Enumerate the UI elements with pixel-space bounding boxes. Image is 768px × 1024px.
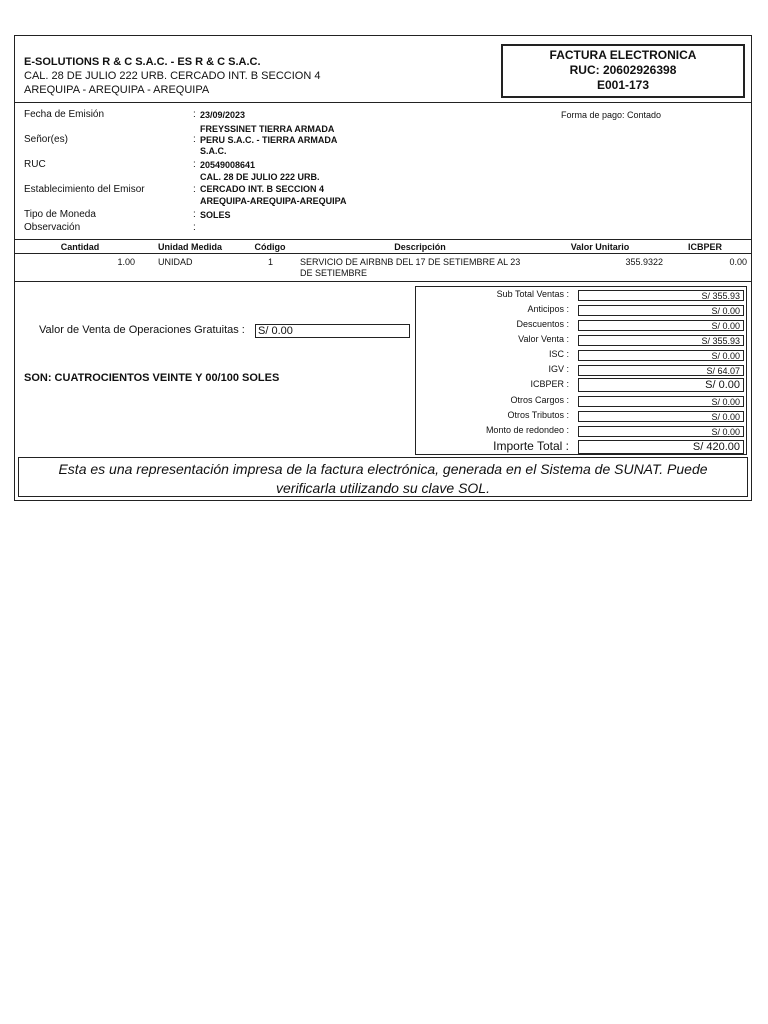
colon: : <box>193 134 196 145</box>
establecimiento-value-line2: CERCADO INT. B SECCION 4 <box>200 184 325 194</box>
total-label-igv: IGV : <box>548 364 569 374</box>
cell-codigo: 1 <box>268 257 274 267</box>
cell-descripcion-line1: SERVICIO DE AIRBNB DEL 17 DE SETIEMBRE AL 23 <box>300 257 521 267</box>
column-header-cantidad: Cantidad <box>60 242 100 252</box>
senor-value-line3: S.A.C. <box>200 146 227 156</box>
total-label-otros-cargos: Otros Cargos : <box>510 395 569 405</box>
total-value-descuentos: S/ 0.00 <box>578 320 744 331</box>
invoice-document <box>14 35 752 501</box>
total-value-isc: S/ 0.00 <box>578 350 744 361</box>
gratuitas-value: S/ 0.00 <box>255 324 410 338</box>
column-header-unidad: Unidad Medida <box>157 242 222 252</box>
total-value-otros-tributos: S/ 0.00 <box>578 411 744 422</box>
fecha-label: Fecha de Emisión <box>24 109 105 120</box>
company-name: E-SOLUTIONS R & C S.A.C. - ES R & C S.A.C. <box>24 56 261 68</box>
table-top-border <box>15 239 751 240</box>
document-ruc: RUC: 20602926398 <box>569 63 677 77</box>
payment-method: Forma de pago: Contado <box>561 110 662 120</box>
colon: : <box>193 159 196 170</box>
moneda-label: Tipo de Moneda <box>24 209 96 220</box>
observacion-label: Observación <box>24 222 81 233</box>
total-value-redondeo: S/ 0.00 <box>578 426 744 437</box>
document-type: FACTURA ELECTRONICA <box>549 48 697 62</box>
total-value-igv: S/ 64.07 <box>578 365 744 376</box>
sunat-notice <box>18 457 748 497</box>
document-id-box <box>501 44 745 98</box>
cell-cantidad: 1.00 <box>117 257 135 267</box>
colon: : <box>193 222 196 233</box>
table-bottom-border <box>15 281 751 282</box>
totals-box <box>415 286 747 455</box>
total-value-importe-total: S/ 420.00 <box>578 440 744 454</box>
senor-label: Señor(es) <box>24 134 68 145</box>
total-label-valor-venta: Valor Venta : <box>518 334 569 344</box>
total-label-redondeo: Monto de redondeo : <box>485 425 569 435</box>
ruc-value: 20549008641 <box>200 160 256 170</box>
total-label-importe-total: Importe Total : <box>493 439 569 453</box>
gratuitas-label: Valor de Venta de Operaciones Gratuitas : <box>39 324 245 336</box>
header-divider <box>15 102 751 103</box>
table-header-border <box>15 253 751 254</box>
total-label-otros-tributos: Otros Tributos : <box>507 410 569 420</box>
amount-in-words: SON: CUATROCIENTOS VEINTE Y 00/100 SOLES <box>24 372 280 384</box>
moneda-value: SOLES <box>200 210 231 220</box>
total-label-isc: ISC : <box>548 349 569 359</box>
column-header-codigo: Código <box>254 242 286 252</box>
cell-unidad: UNIDAD <box>158 257 193 267</box>
total-label-subtotal: Sub Total Ventas : <box>496 289 569 299</box>
colon: : <box>193 184 196 195</box>
sunat-notice-line2: verificarla utilizando su clave SOL. <box>276 480 490 496</box>
document-number: E001-173 <box>596 78 650 92</box>
total-label-descuentos: Descuentos : <box>516 319 569 329</box>
company-address: CAL. 28 DE JULIO 222 URB. CERCADO INT. B SECCION 4 <box>24 70 321 82</box>
fecha-value: 23/09/2023 <box>200 110 246 120</box>
cell-descripcion-line2: DE SETIEMBRE <box>300 268 368 278</box>
colon: : <box>193 209 196 220</box>
column-header-icbper: ICBPER <box>687 242 722 252</box>
establecimiento-label: Establecimiento del Emisor <box>24 184 145 195</box>
cell-icbper: 0.00 <box>729 257 747 267</box>
total-value-valor-venta: S/ 355.93 <box>578 335 744 346</box>
total-label-anticipos: Anticipos : <box>527 304 569 314</box>
total-value-anticipos: S/ 0.00 <box>578 305 744 316</box>
senor-value-line1: FREYSSINET TIERRA ARMADA <box>200 124 335 134</box>
column-header-valor-unitario: Valor Unitario <box>570 242 630 252</box>
ruc-label: RUC <box>24 159 46 170</box>
colon: : <box>193 109 196 120</box>
establecimiento-value-line3: AREQUIPA-AREQUIPA-AREQUIPA <box>200 196 347 206</box>
total-value-subtotal: S/ 355.93 <box>578 290 744 301</box>
total-value-otros-cargos: S/ 0.00 <box>578 396 744 407</box>
company-city: AREQUIPA - AREQUIPA - AREQUIPA <box>24 84 210 96</box>
cell-valor-unitario: 355.9322 <box>625 257 663 267</box>
column-header-descripcion: Descripción <box>394 242 446 252</box>
senor-value-line2: PERU S.A.C. - TIERRA ARMADA <box>200 135 338 145</box>
total-value-icbper: S/ 0.00 <box>578 378 744 392</box>
sunat-notice-line1: Esta es una representación impresa de la factura electrónica, generada en el Sistema de SUNAT. Puede <box>58 461 708 477</box>
total-label-icbper: ICBPER : <box>530 379 569 389</box>
establecimiento-value-line1: CAL. 28 DE JULIO 222 URB. <box>200 172 320 182</box>
